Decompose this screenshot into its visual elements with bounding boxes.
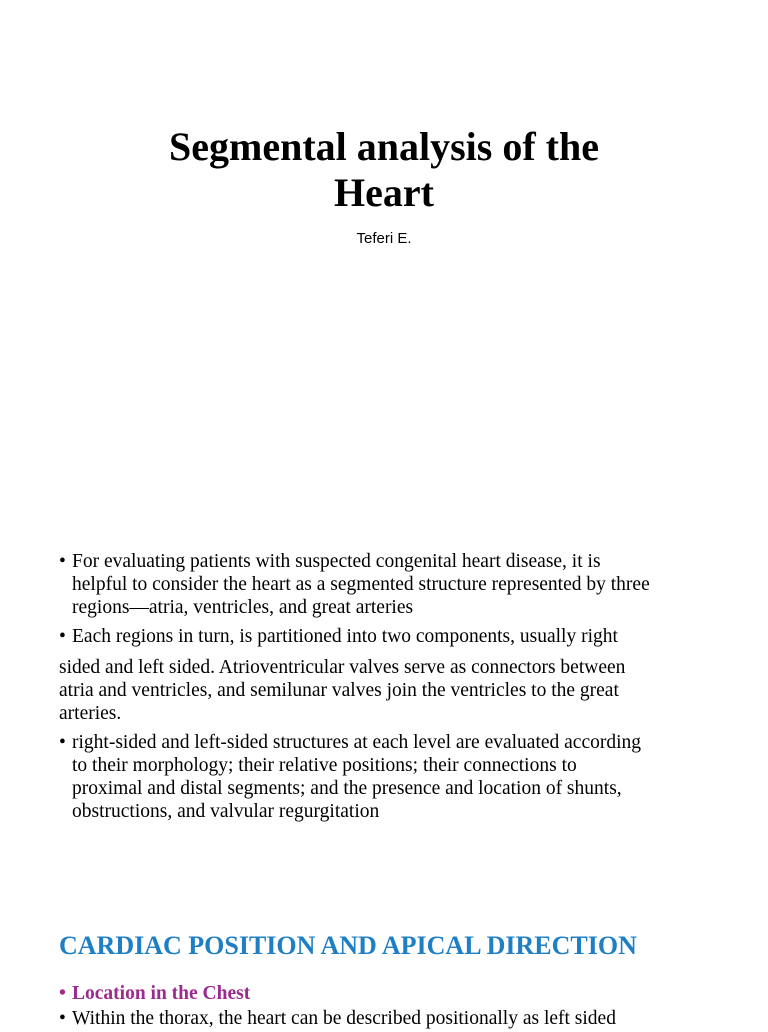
section-slide [0, 900, 768, 1029]
title-line: Segmental analysis of the [169, 124, 599, 169]
bullet-line: proximal and distal segments; and the presence and location of shunts, [72, 778, 622, 799]
bullet-line: helpful to consider the heart as a segmented structure represented by three [72, 574, 650, 595]
section-bullet-list [59, 982, 724, 1032]
title-line: Heart [334, 170, 434, 215]
sub-heading-bullet: • Location in the Chest [59, 982, 724, 1005]
slide-title [0, 124, 768, 216]
bullet-line: • right-sided and left-sided structures at each level are evaluated according [72, 732, 642, 753]
bullet-line: obstructions, and valvular regurgitation [72, 801, 380, 822]
bullet-line: arteries. [59, 703, 122, 724]
content-slide [0, 540, 768, 885]
bullet-line: sided and left sided. Atrioventricular valves serve as connectors between [59, 657, 626, 678]
bullet-list [59, 550, 724, 829]
bullet-item [59, 625, 724, 725]
bullet-item [59, 731, 724, 823]
bullet-line: • Each regions in turn, is partitioned into two components, usually right [72, 626, 618, 647]
bullet-line: • For evaluating patients with suspected congenital heart disease, it is [72, 551, 601, 572]
section-heading: CARDIAC POSITION AND APICAL DIRECTION [59, 931, 637, 960]
partial-bullet: • Within the thorax, the heart can be described positionally as left sided [59, 1007, 724, 1030]
author-name: Teferi E. [356, 230, 412, 247]
bullet-line: regions—atria, ventricles, and great arteries [72, 597, 414, 618]
bullet-line: atria and ventricles, and semilunar valves join the ventricles to the great [59, 680, 619, 701]
bullet-line: to their morphology; their relative positions; their connections to [72, 755, 577, 776]
bullet-item [59, 550, 724, 619]
